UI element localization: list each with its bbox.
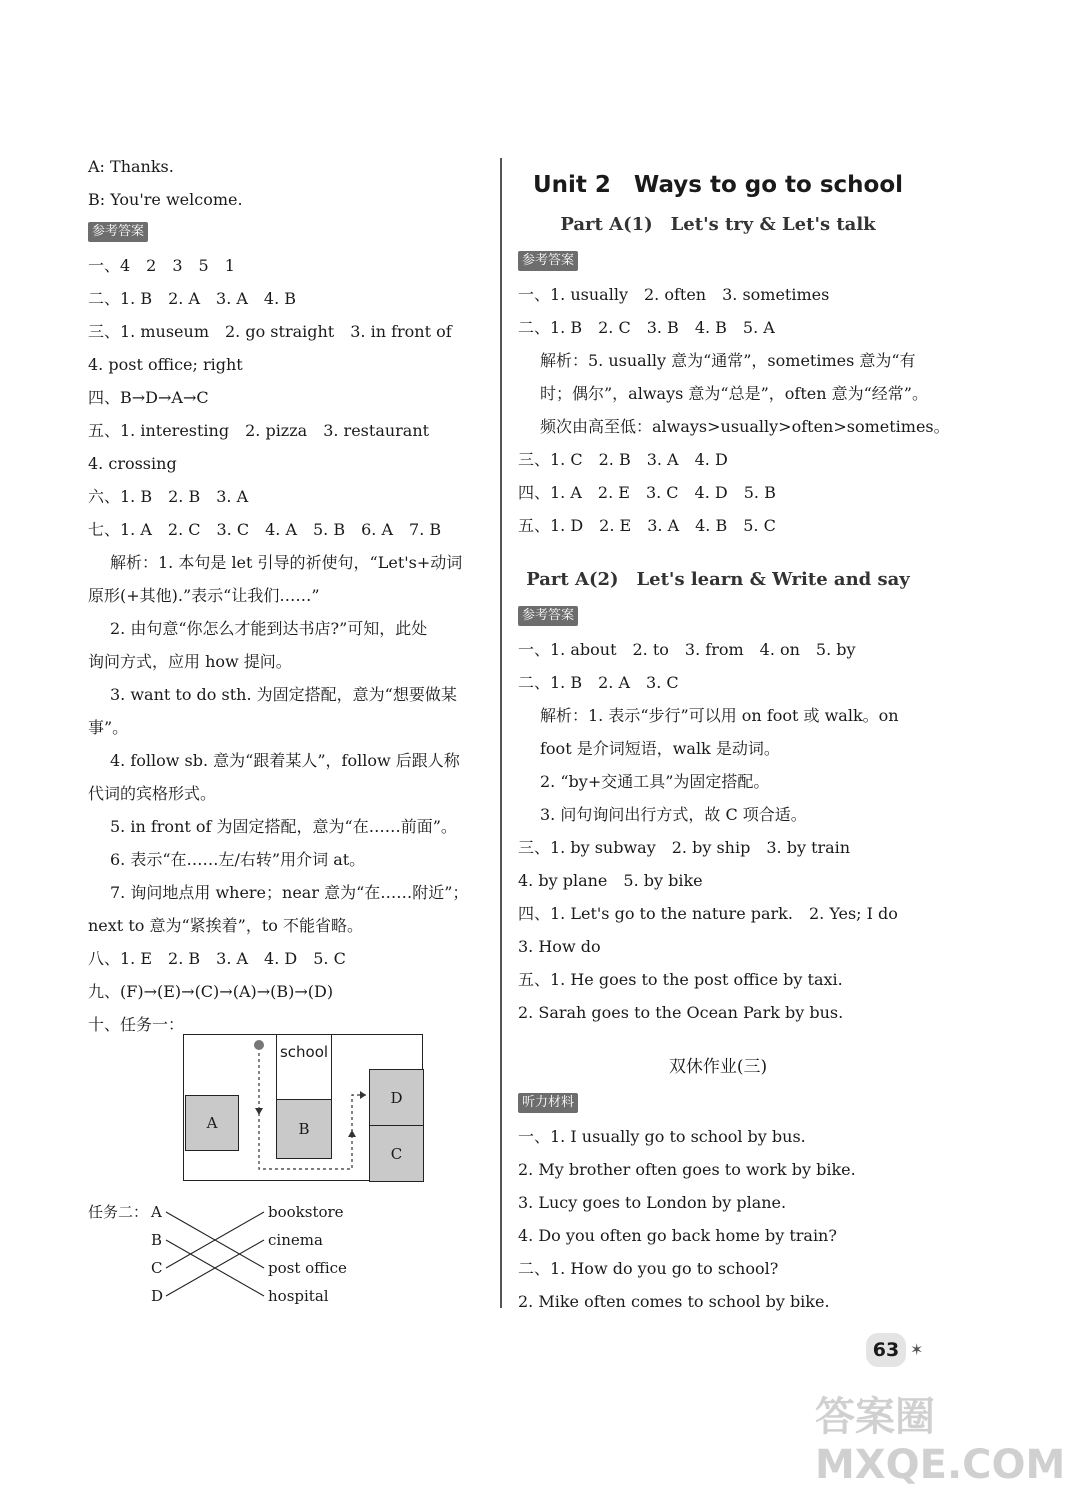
answer-line: 八、1. E 2. B 3. A 4. D 5. C [88, 949, 346, 968]
listening-line: 3. Lucy goes to London by plane. [518, 1193, 787, 1212]
answer-tag: 参考答案 [518, 251, 578, 271]
task1-label: 十、任务一： [88, 1015, 185, 1034]
column-divider [500, 158, 502, 1308]
section-title: 双休作业(三) [668, 1057, 768, 1077]
analysis-line: 频次由高至低：always>usually>often>sometimes。 [540, 417, 950, 436]
answer-line: 九、(F)→(E)→(C)→(A)→(B)→(D) [88, 982, 334, 1001]
star-icon: ✶ [910, 1340, 924, 1359]
listening-line: 2. Mike often comes to school by bike. [518, 1292, 830, 1311]
dialogue-line: A: Thanks. [88, 157, 174, 176]
answer-line: 四、B→D→A→C [88, 388, 209, 407]
analysis-line: 原形(+其他).”表示“让我们……” [88, 586, 320, 605]
match-right-item: bookstore [268, 1203, 344, 1221]
unit-title: Unit 2 Ways to go to school [532, 172, 904, 198]
answer-line: 4. by plane 5. by bike [518, 871, 703, 890]
route-map [183, 1034, 423, 1181]
answer-line: 三、1. museum 2. go straight 3. in front of [88, 322, 452, 341]
answer-line: 三、1. C 2. B 3. A 4. D [518, 450, 728, 469]
answer-line: 一、1. about 2. to 3. from 4. on 5. by [518, 640, 856, 659]
analysis-line: 6. 表示“在……左/右转”用介词 at。 [110, 850, 366, 869]
analysis-line: next to 意为“紧挨着”，to 不能省略。 [88, 916, 363, 935]
map-building-c: C [369, 1125, 424, 1182]
map-school: school [276, 1034, 332, 1100]
answer-line: 二、1. B 2. A 3. C [518, 673, 679, 692]
match-lines [88, 1198, 388, 1310]
answer-line: 二、1. B 2. C 3. B 4. B 5. A [518, 318, 775, 337]
dialogue-line: B: You're welcome. [88, 190, 243, 209]
answer-line: 四、1. A 2. E 3. C 4. D 5. B [518, 483, 776, 502]
answer-line: 一、4 2 3 5 1 [88, 256, 235, 275]
answer-tag: 参考答案 [88, 222, 148, 242]
answer-line: 一、1. usually 2. often 3. sometimes [518, 285, 830, 304]
analysis-line: 2. 由句意“你怎么才能到达书店?”可知，此处 [110, 619, 428, 638]
listening-tag: 听力材料 [518, 1093, 578, 1113]
person-icon [254, 1040, 264, 1050]
answer-line: 3. How do [518, 937, 601, 956]
match-left-item: A [151, 1203, 162, 1221]
analysis-line: 时；偶尔”，always 意为“总是”，often 意为“经常”。 [540, 384, 928, 403]
route-path [184, 1035, 424, 1182]
analysis-line: foot 是介词短语，walk 是动词。 [540, 739, 780, 758]
map-building-d: D [369, 1069, 424, 1127]
listening-line: 一、1. I usually go to school by bus. [518, 1127, 806, 1146]
analysis-line: 解析：5. usually 意为“通常”，sometimes 意为“有 [540, 351, 916, 370]
left-column [88, 150, 488, 1041]
right-column [518, 150, 950, 1318]
answer-line: 4. post office; right [88, 355, 243, 374]
analysis-line: 2. “by+交通工具”为固定搭配。 [540, 772, 770, 791]
listening-line: 二、1. How do you go to school? [518, 1259, 779, 1278]
match-left-item: B [151, 1231, 163, 1249]
match-right-item: cinema [268, 1231, 323, 1249]
answer-line: 五、1. He goes to the post office by taxi. [518, 970, 843, 989]
analysis-line: 4. follow sb. 意为“跟着某人”，follow 后跟人称 [110, 751, 460, 770]
answer-line: 三、1. by subway 2. by ship 3. by train [518, 838, 851, 857]
analysis-line: 解析：1. 本句是 let 引导的祈使句，“Let's+动词 [110, 553, 463, 572]
answer-line: 五、1. interesting 2. pizza 3. restaurant [88, 421, 430, 440]
analysis-line: 3. want to do sth. 为固定搭配，意为“想要做某 [110, 685, 457, 704]
matching-exercise [88, 1198, 388, 1310]
page-number: 63 [866, 1333, 906, 1367]
analysis-line: 解析：1. 表示“步行”可以用 on foot 或 walk。on [540, 706, 899, 725]
task2-label: 任务二： [88, 1203, 149, 1221]
answer-line: 二、1. B 2. A 3. A 4. B [88, 289, 297, 308]
listening-line: 4. Do you often go back home by train? [518, 1226, 837, 1245]
analysis-line: 代词的宾格形式。 [88, 784, 217, 803]
answer-line: 2. Sarah goes to the Ocean Park by bus. [518, 1003, 844, 1022]
answer-line: 四、1. Let's go to the nature park. 2. Yes; I do [518, 904, 898, 923]
answer-line: 4. crossing [88, 454, 177, 473]
map-building-b: B [276, 1099, 332, 1159]
watermark: 答案圈 MXQE.COM [815, 1394, 1065, 1488]
analysis-line: 询问方式，应用 how 提问。 [88, 652, 292, 671]
listening-line: 2. My brother often goes to work by bike. [518, 1160, 856, 1179]
analysis-line: 5. in front of 为固定搭配，意为“在……前面”。 [110, 817, 457, 836]
match-left-item: D [151, 1287, 164, 1305]
answer-line: 六、1. B 2. B 3. A [88, 487, 249, 506]
analysis-line: 3. 问句询问出行方式，故 C 项合适。 [540, 805, 807, 824]
part-title: Part A(2) Let's learn & Write and say [526, 569, 910, 590]
match-right-item: post office [268, 1259, 347, 1277]
answer-line: 七、1. A 2. C 3. C 4. A 5. B 6. A 7. B [88, 520, 442, 539]
map-building-a: A [185, 1095, 239, 1151]
match-left-item: C [151, 1259, 163, 1277]
part-title: Part A(1) Let's try & Let's talk [560, 214, 876, 235]
analysis-line: 7. 询问地点用 where；near 意为“在……附近”； [110, 883, 469, 902]
answer-line: 五、1. D 2. E 3. A 4. B 5. C [518, 516, 776, 535]
analysis-line: 事”。 [88, 718, 129, 737]
answer-tag: 参考答案 [518, 606, 578, 626]
match-right-item: hospital [268, 1287, 329, 1305]
